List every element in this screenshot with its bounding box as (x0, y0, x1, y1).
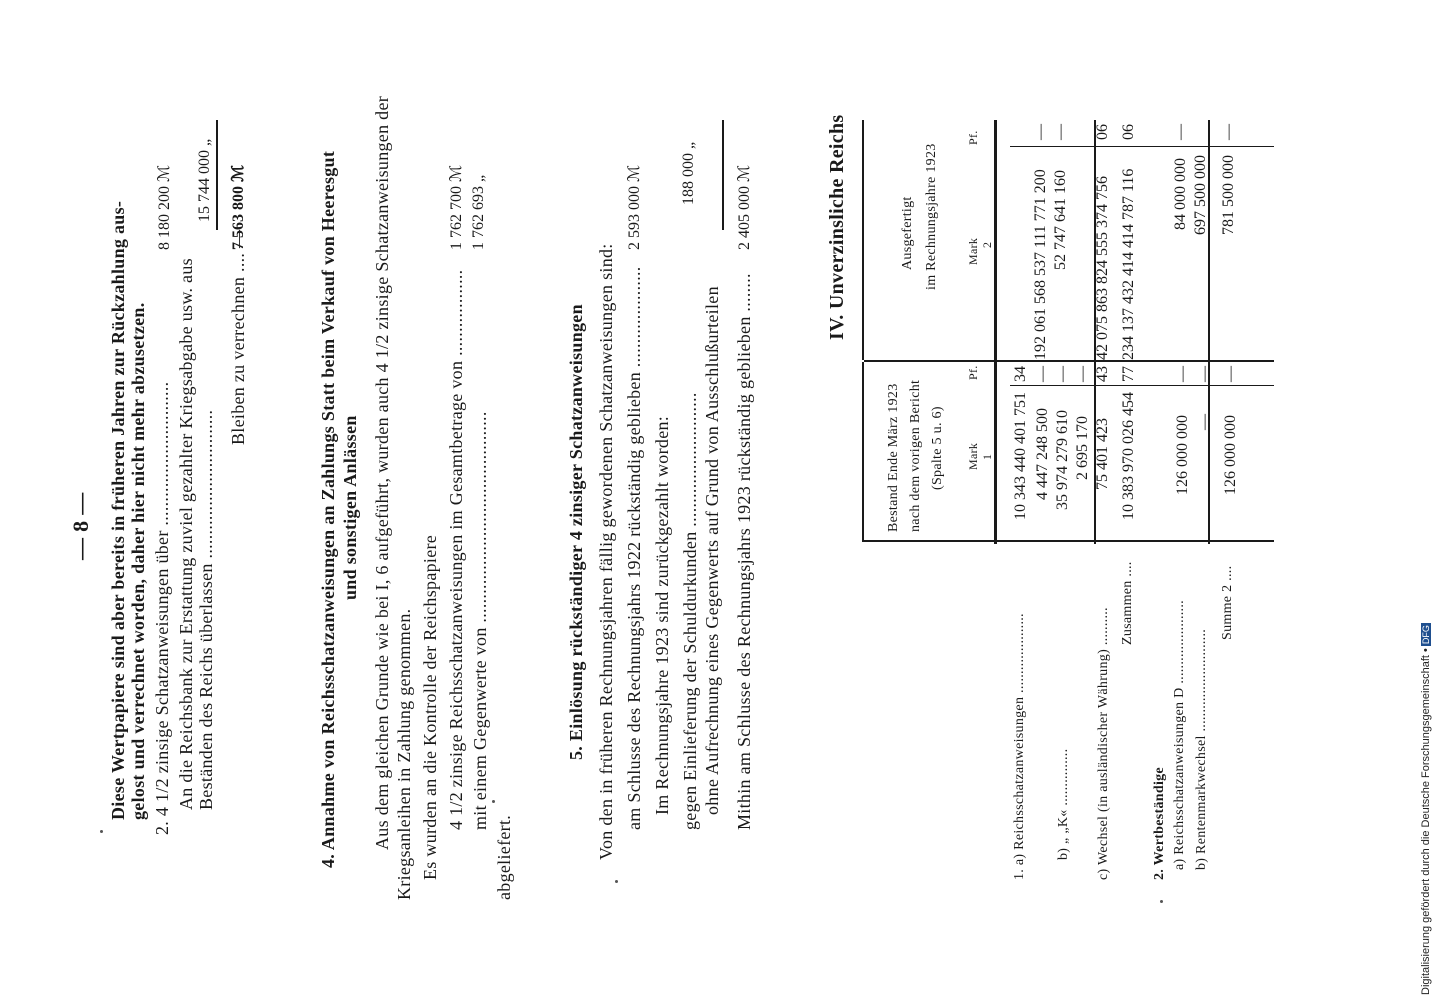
scan-speck (615, 880, 618, 883)
section4-value-b: 1 762 693 „ (470, 174, 487, 250)
section4-value-a: 1 762 700 ℳ (448, 164, 465, 250)
col2-pf: Pf. (966, 130, 980, 145)
section4-line-b: mit einem Gegenwerte von ............................................ (470, 411, 490, 830)
dfg-logo: DFG (1421, 625, 1431, 645)
col1-header-1: Bestand Ende März 1923 (886, 383, 901, 532)
row-label: b) Rentenmarkwechsel ........................... (1194, 628, 1209, 870)
section3-line-1: Diese Wertpapiere sind aber bereits in früheren Jahren zur Rückzahlung aus- (108, 200, 128, 820)
col2-header-1: Ausgefertigt (900, 196, 915, 270)
page-number: — 8 — (68, 492, 93, 560)
table-rule-header (994, 120, 997, 544)
row-label: 2. Wertbeständige (1152, 767, 1167, 880)
section4-heading: 4. Annahme von Reichsschatzanweisungen an Zahlungs Statt beim Verkauf von Heeresgut (318, 150, 338, 868)
row-m2: 52 747 641 160 (1052, 170, 1069, 270)
section4-line-a: 4 1/2 zinsige Reichsschatzanweisungen im Gesamtbetrage von .................. (446, 269, 466, 830)
row-label: 1. a) Reichsschatzanweisungen ..................... (1012, 613, 1027, 880)
table-left-edge (864, 540, 1274, 542)
item2-value-2: 15 744 000 „ (196, 138, 213, 222)
row-p1: — (1074, 366, 1091, 382)
col1-header-2: nach dem vorigen Bericht (908, 379, 923, 532)
item2-line-3: Beständen des Reichs überlassen ............................... (196, 409, 216, 810)
row-label: c) Wechsel (in ausländischer Währung) .......... (1096, 607, 1111, 880)
row-p1: — (1196, 366, 1213, 382)
table-rule-top-1 (862, 362, 864, 542)
row-label: a) Reichsschatzanweisungen D ...................... (1172, 600, 1187, 870)
row-m1: 126 000 000 (1174, 415, 1191, 495)
section5-heading: 5. Einlösung rückständiger 4 zinsiger Schatzanweisungen (566, 304, 586, 760)
row-m2: 84 000 000 (1172, 158, 1189, 230)
row-p1: 34 (1012, 366, 1029, 382)
section5-line-2: am Schlusse des Rechnungsjahrs 1922 rückständig geblieben ..................... (624, 266, 644, 830)
row-label: b) „ „K« ............... (1056, 748, 1071, 860)
sum-rule (216, 120, 218, 230)
sum-rule-2 (722, 120, 724, 230)
table-pf-divider-1 (1010, 385, 1274, 386)
section4-line-3: Es wurden an die Kontrolle der Reichspapiere (420, 534, 440, 880)
row-p1: — (1034, 366, 1051, 382)
col1-num: 1 (980, 453, 994, 460)
section4-heading-2: und sonstigen Anlässen (340, 415, 360, 600)
section4-end: abgeliefert. (494, 814, 514, 900)
dfg-credit-text: Digitalisierung gefördert durch die Deutsche Forschungsgemeinschaft • (1420, 648, 1432, 995)
row-p1: 77 (1120, 366, 1137, 382)
row-m2: 234 137 432 414 414 787 116 (1120, 168, 1137, 360)
row-m2: 781 500 000 (1220, 155, 1237, 235)
section4-line-1: Aus dem gleichen Grunde wie bei I, 6 aufgeführt, wurden auch 4 1/2 zinsige Schatzanweisungen der (372, 95, 392, 850)
remain-value: 7 563 800 ℳ (230, 164, 247, 250)
row-m1: 35 974 279 610 (1054, 410, 1071, 510)
section4-line-2: Kriegsanleihen in Zahlung genommen. (394, 608, 414, 900)
row-p1: 43 (1094, 366, 1111, 382)
item2-line-2: An die Reichsbank zur Erstattung zuviel gezahlter Kriegsabgabe usw. aus (176, 258, 196, 810)
section-iv-heading: IV. Unverzinsliche Reichs (826, 114, 848, 340)
col1-header-3: (Spalte 5 u. 6) (930, 406, 945, 490)
section5-value-6: 2 405 000 ℳ (736, 164, 753, 250)
section5-line-5: ohne Aufrechnung eines Gegenwerts auf Grund von Ausschlußurteilen (702, 286, 722, 815)
row-m1: 10 343 440 401 751 (1012, 392, 1029, 520)
row-p2: — (1052, 124, 1069, 140)
row-m1: 126 000 000 (1222, 415, 1239, 495)
scan-speck (1160, 900, 1163, 903)
table-pf-divider-2 (1010, 146, 1274, 147)
row-m1: 2 695 170 (1074, 416, 1091, 480)
section5-value-2: 2 593 000 ℳ (626, 164, 643, 250)
section5-line-1: Von den in früheren Rechnungsjahren fällig gewordenen Schatzanweisungen sind: (596, 243, 616, 860)
row-p1: — (1222, 366, 1239, 382)
dfg-credit (1420, 623, 1432, 995)
table-rule-top-2 (862, 120, 864, 360)
col1-mark: Mark (966, 442, 980, 470)
row-m1: 75 401 423 (1094, 418, 1111, 490)
row-label: Summe 2 .... (1220, 565, 1235, 640)
item2-line-1: 2. 4 1/2 zinsige Schatzanweisungen über .............................. (152, 381, 172, 835)
col2-num: 2 (980, 241, 994, 248)
row-p2: — (1172, 124, 1189, 140)
row-p2: 06 (1120, 124, 1137, 140)
table-col-divider (864, 360, 1274, 362)
row-m2: 192 061 568 537 111 771 200 (1032, 169, 1049, 360)
scan-speck (100, 830, 103, 833)
row-p2: — (1032, 124, 1049, 140)
row-label: Zusammen .... (1120, 561, 1135, 645)
section5-line-4: gegen Einlieferung der Schuldurkunden ............................ (680, 392, 700, 830)
item2-value-1: 8 180 200 ℳ (156, 164, 173, 250)
row-m2: 697 500 000 (1192, 155, 1209, 235)
row-m1: — (1196, 414, 1213, 430)
col2-header-2: im Rechnungsjahre 1923 (924, 143, 939, 290)
row-m1: 10 383 970 026 454 (1120, 392, 1137, 520)
section5-line-6: Mithin am Schlusse des Rechnungsjahrs 1923 rückständig geblieben ........ (734, 273, 754, 830)
row-p2: — (1220, 124, 1237, 140)
row-p1: — (1054, 366, 1071, 382)
col2-mark: Mark (966, 237, 980, 265)
section5-line-3: Im Rechnungsjahre 1923 sind zurückgezahlt worden: (652, 415, 672, 815)
scan-speck (492, 800, 495, 803)
col1-pf: Pf. (966, 365, 980, 380)
row-p2: 06 (1094, 124, 1111, 140)
section5-value-4: 188 000 „ (680, 141, 697, 205)
row-m1: 4 447 248 500 (1034, 408, 1051, 500)
row-p1: — (1174, 366, 1191, 382)
row-m2: 42 075 863 824 555 374 756 (1094, 176, 1111, 360)
remain-label: Bleiben zu verrechnen .... — (228, 229, 248, 445)
section3-line-2: gelost und verrechnet worden, daher hier nicht mehr abzusetzen. (128, 302, 148, 820)
